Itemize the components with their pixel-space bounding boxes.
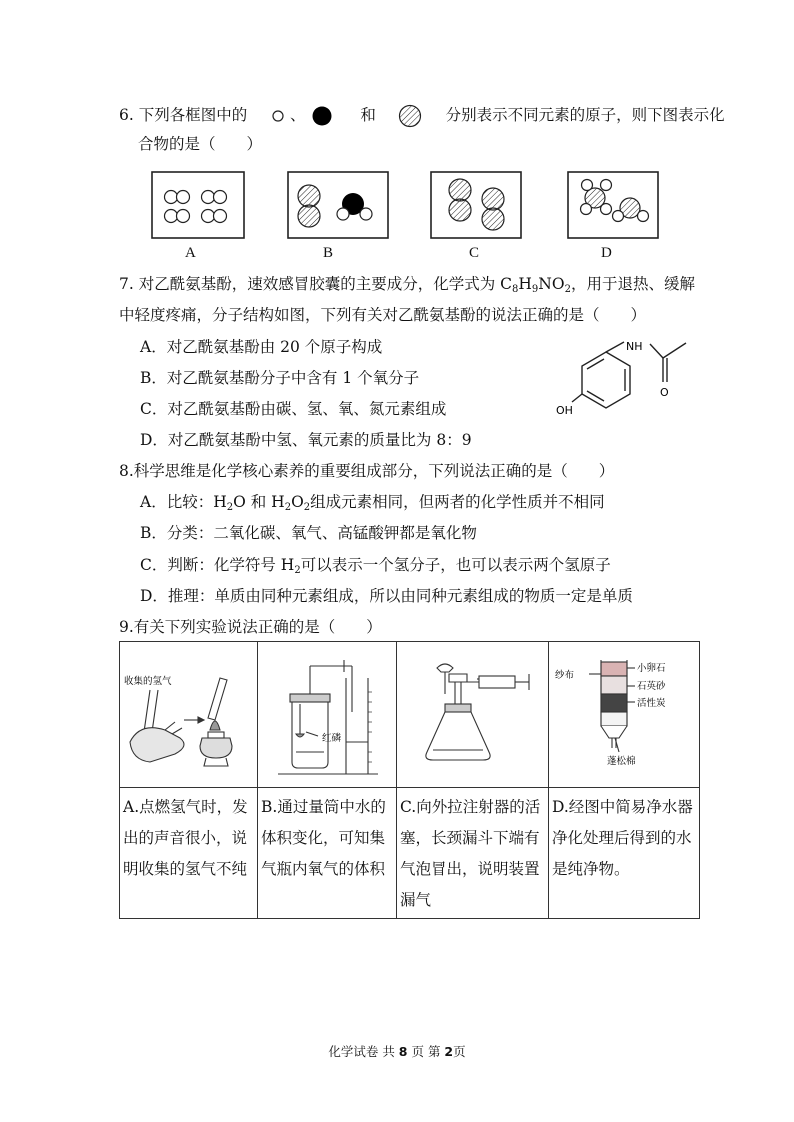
footer-post: 页 [453, 1044, 466, 1059]
q7-sub-c: 8 [512, 284, 519, 295]
q7-formula-no: NO [538, 275, 565, 293]
q6-stem-line1 [119, 104, 725, 128]
q6-label-a: A [185, 245, 196, 261]
label-collected-hydrogen: 收集的氢气 [124, 676, 172, 687]
label-red-phosphorus: 红磷 [322, 733, 342, 744]
hydrogen-test-illustration [120, 642, 257, 787]
q8-a-pre: A．比较：H [140, 493, 227, 511]
q6-box-c [431, 172, 521, 238]
syringe-leak-test-illustration [397, 642, 548, 787]
q6-sep2: 和 [360, 106, 376, 124]
q8-c-pre: C．判断：化学符号 H [140, 556, 295, 574]
q8-a-post: 组成元素相同，但两者的化学性质并不相同 [310, 493, 605, 511]
q8-a-sub3: 2 [303, 502, 311, 513]
q9-cell-d: D.经图中简易净水器净化处理后得到的水是纯净物。 [549, 788, 700, 919]
label-gauze: 纱布 [555, 670, 575, 681]
q6-stem-line2: 合物的是（ ） [138, 135, 263, 153]
water-purifier-illustration [549, 642, 699, 787]
q8-option-a [140, 492, 605, 518]
q6-label-d: D [601, 245, 612, 261]
footer-total-pages: 8 [398, 1044, 408, 1059]
label-activated-carbon: 活性炭 [637, 698, 666, 709]
acetaminophen-structure [526, 338, 726, 428]
q6-text-after: 分别表示不同元素的原子，则下图表示化 [445, 106, 725, 124]
q6-text-before: 6. 下列各框图中的 [119, 106, 248, 124]
q9-image-a [120, 642, 258, 788]
q6-sep1: 、 [290, 106, 306, 124]
q7-option-c: C．对乙酰氨基酚由碳、氢、氧、氮元素组成 [140, 400, 447, 418]
q9-stem: 9.有关下列实验说法正确的是（ ） [119, 618, 382, 636]
q6-box-d [568, 172, 658, 238]
page-footer [0, 1042, 794, 1060]
phosphorus-oxygen-illustration [258, 642, 396, 787]
q8-a-sub2: 2 [284, 502, 292, 513]
q7-formula-pre: 7. 对乙酰氨基酚，速效感冒胶囊的主要成分，化学式为 C [119, 275, 513, 293]
q8-option-c [140, 555, 611, 581]
q6-label-b: B [323, 245, 334, 261]
label-cotton: 蓬松棉 [607, 756, 636, 767]
structure-nh-label: NH [626, 340, 643, 353]
q9-image-c [397, 642, 549, 788]
q8-option-d: D．推理：单质由同种元素组成，所以由同种元素组成的物质一定是单质 [140, 587, 633, 605]
white-atom-icon [271, 109, 285, 123]
q8-a-sub1: 2 [226, 502, 234, 513]
q7-stem-line1 [119, 274, 695, 300]
q7-stem-line2: 中轻度疼痛，分子结构如图，下列有关对乙酰氨基酚的说法正确的是（ ） [119, 306, 647, 324]
q8-a-mid: O 和 H [233, 493, 285, 511]
q6-box-a [152, 172, 244, 238]
structure-oh-label: OH [556, 404, 573, 417]
q9-cell-b: B.通过量筒中水的体积变化，可知集气瓶内氧气的体积 [258, 788, 397, 919]
q7-formula-h: H [518, 275, 532, 293]
label-quartz-sand: 石英砂 [637, 681, 666, 692]
footer-pre: 化学试卷 共 [328, 1044, 399, 1059]
q6-diagrams [0, 168, 794, 258]
q9-image-d [549, 642, 700, 788]
footer-page-number: 2 [444, 1044, 454, 1059]
q9-cell-a: A.点燃氢气时，发出的声音很小，说明收集的氢气不纯 [120, 788, 258, 919]
q6-label-c: C [469, 245, 480, 261]
q8-a-mid2: O [291, 493, 304, 511]
black-atom-icon [310, 105, 334, 127]
q9-cell-c: C.向外拉注射器的活塞，长颈漏斗下端有气泡冒出，说明装置漏气 [397, 788, 549, 919]
q7-sub-h: 9 [531, 284, 539, 295]
q9-experiment-table [119, 641, 700, 919]
q7-formula-post: ，用于退热、缓解 [570, 275, 695, 293]
label-pebble: 小卵石 [637, 663, 666, 674]
hatched-atom-icon [396, 104, 424, 128]
q6-box-b [288, 172, 388, 238]
q8-stem: 8.科学思维是化学核心素养的重要组成部分，下列说法正确的是（ ） [119, 462, 615, 480]
q7-option-b: B．对乙酰氨基酚分子中含有 1 个氧分子 [140, 369, 420, 387]
q7-sub-o: 2 [564, 284, 571, 295]
footer-mid: 页 第 [407, 1044, 445, 1059]
q9-image-b [258, 642, 397, 788]
q8-option-b: B．分类：二氧化碳、氧气、高锰酸钾都是氧化物 [140, 524, 477, 542]
structure-o-label: O [660, 386, 669, 399]
q8-c-post: 可以表示一个氢分子，也可以表示两个氢原子 [300, 556, 611, 574]
q7-option-a: A．对乙酰氨基酚由 20 个原子构成 [140, 338, 383, 356]
q7-option-d: D．对乙酰氨基酚中氢、氧元素的质量比为 8：9 [140, 431, 472, 449]
q8-c-sub: 2 [294, 565, 301, 576]
